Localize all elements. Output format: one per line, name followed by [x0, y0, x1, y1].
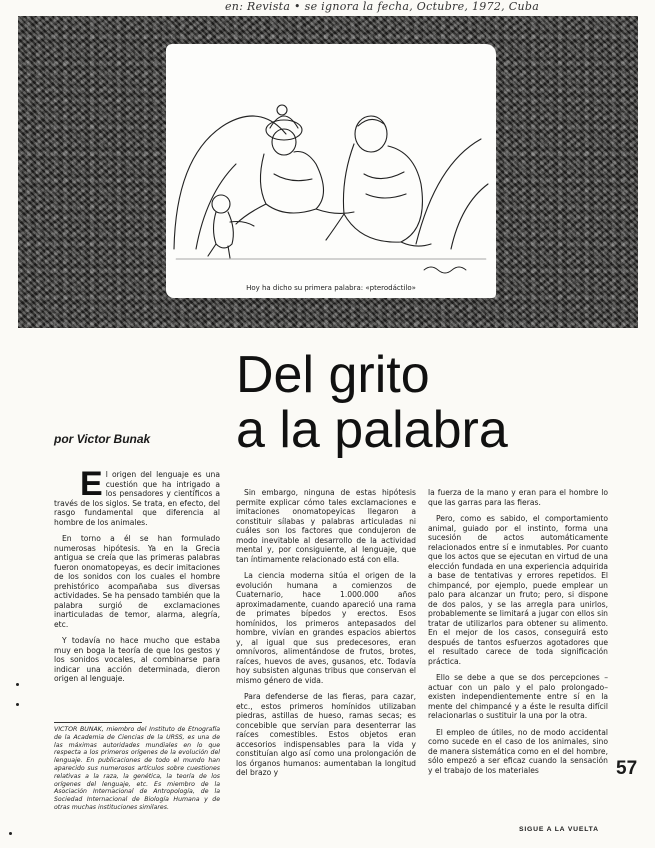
page-number: 57 [616, 758, 638, 779]
illustration-caption: Hoy ha dicho su primera palabra: «pterodáctilo» [246, 284, 416, 292]
handwritten-annotation: en: Revista • se ignora la fecha, Octubre, 1972, Cuba [225, 0, 540, 13]
margin-mark [16, 703, 19, 706]
paragraph: Para defenderse de las fieras, para cazar, etc., estos primeros homínidos utilizaban piedras, astillas de hueso, ramas secas; es concebible que servían para desenterrar las raíces comestibles. Estos objetos eran accesorios indispensables para la vida y constituían algo así como una prolongación de los órganos humanos: aumentaban la longitud del brazo y [236, 692, 416, 777]
title-line-2: a la palabra [236, 401, 508, 459]
paragraph: La ciencia moderna sitúa el origen de la evolución humana a comienzos de Cuaternario, hace 1.000.000 años aproximadamente, cuando apareció una rama de primates bípedos y erectos. Esos homínidos, los primeros antepasados del hombre, vivían en grandes espacios abiertos y, al igual que sus predecesores, eran omnívoros, alimentándose de frutos, brotes, raíces, huevos de aves, gusanos, etc. Todavía hoy subsisten algunas tribus que conservan el mismo género de vida. [236, 571, 416, 685]
column-3 [428, 488, 608, 782]
paragraph-1 [54, 465, 220, 527]
paragraph: En torno a él se han formulado numerosas hipótesis. Ya en la Grecia antigua se creía que las primeras palabras fueron onomatopeyas, es decir imitaciones de los sonidos con los cuales el hombre prehistórico acompañaba sus diversas actividades. Se ha pensado también que la palabra surgió de exclamaciones inarticuladas de temor, alarma, alegría, etc. [54, 534, 220, 629]
paragraph-text: l origen del lenguaje es una cuestión que ha intrigado a los pensadores y científicos a través de los siglos. Se trata, en efecto, del rasgo fundamental que diferencia al hombre de los animales. [54, 470, 220, 527]
paragraph: Pero, como es sabido, el comportamiento animal, guiado por el instinto, forma una sucesión de actos automáticamente relacionados entre sí e inmutables. Por cuanto que los actos que se ejecutan en virtud de una elección fundada en una experiencia adquirida a base de tentativas y errores repetidos. El chimpancé, por ejemplo, puede emplear un palo para alcanzar un fruto; pero, si dispone de dos palos, y se las arregla para unirlos, probablemente se limitará a jugar con ellos sin tratar de utilizarlos para obtener su alimento. En el mejor de los casos, conseguirá esto después de tantos esfuerzos agotadores que el resultado carece de toda significación práctica. [428, 514, 608, 666]
paragraph: El empleo de útiles, no de modo accidental como sucede en el caso de los animales, sino de manera sistemática como en el del hombre, sólo empezó a ser eficaz cuando la sensación y el trabajo de los materiales [428, 727, 608, 775]
cartoon-drawing [166, 44, 496, 298]
paragraph: la fuerza de la mano y eran para el hombre lo que las garras para las fieras. [428, 488, 608, 507]
paragraph: Sin embargo, ninguna de estas hipótesis permite explicar cómo tales exclamaciones e imitaciones onomatopeyicas llegaron a constituir sílabas y palabras articuladas ni cuáles son los factores que condujeron de modo inevitable al desarrollo de la actividad mental y, por consiguiente, al lenguaje, que tan íntimamente relacionado está con ella. [236, 488, 416, 564]
byline: por Victor Bunak [54, 432, 151, 446]
footnote-divider [54, 722, 142, 723]
column-2 [236, 488, 416, 785]
drop-cap: E [80, 465, 103, 503]
margin-mark [16, 683, 19, 686]
paragraph: Ello se debe a que se dos percepciones –actuar con un palo y el palo prolongado– existen independientemente entre sí en la mente del chimpancé y a éste le resulta difícil relacionarlas o sustituir la una por la otra. [428, 673, 608, 720]
column-1 [54, 465, 220, 691]
article-title [236, 348, 508, 458]
title-line-1: Del grito [236, 346, 430, 404]
author-note: VICTOR BUNAK, miembro del Instituto de Etnografía de la Academia de Ciencias de la URSS, es una de las máximas autoridades mundiales en lo que respecta a los primeros orígenes de la evolución del lenguaje. En publicaciones de todo el mundo han aparecido sus numerosos artículos sobre cuestiones relativas a la raza, la genética, la teoría de los orígenes del lenguaje, etc. Es miembro de la Asociación Internacional de Antropología, de la Sociedad Internacional de Biología Humana y de otras muchas instituciones similares. [54, 726, 220, 811]
cartoon-illustration [166, 44, 496, 298]
paragraph: Y todavía no hace mucho que estaba muy en boga la teoría de que los gestos y los sonidos vocales, al combinarse para indicar una acción determinada, dieron origen al lenguaje. [54, 636, 220, 683]
continued-label: SIGUE A LA VUELTA [519, 826, 599, 833]
margin-mark [9, 832, 12, 835]
